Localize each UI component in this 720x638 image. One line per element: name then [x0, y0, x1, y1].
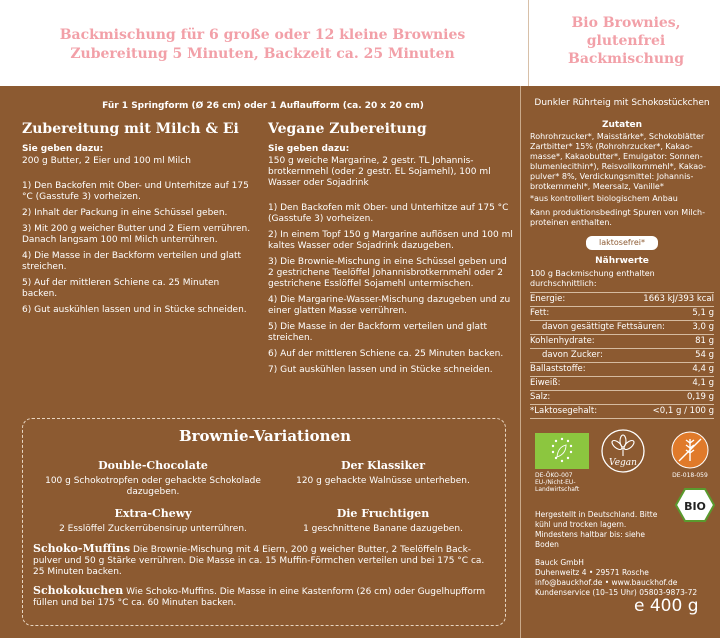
nutrition-label: Energie: — [530, 294, 566, 304]
ingredients-list: Rohrohrzucker*, Maisstärke*, Schokoblätter Zartbitter* 15% (Rohrohrzucker*, Kakaomasse*, Kakaobutter*, Emulgator: Sonnenblumenlecithin*), Reisvollkornmehl*, Kakaopulver* 8%, Verdickungsmittel: Johannisbrotkernmehl*, Meersalz, Vanille* — [530, 132, 706, 191]
bio-seal-icon — [675, 488, 715, 522]
nutrition-row — [530, 306, 714, 320]
nutrition-value: 0,19 g — [686, 392, 714, 402]
nutrition-value: 1663 kJ/393 kcal — [643, 294, 714, 304]
nutrition-value: 4,4 g — [692, 364, 714, 374]
variation-klassiker-text: 120 g gehackte Walnüsse unterheben. — [296, 476, 470, 486]
nutrition-row — [530, 348, 714, 362]
company-line: Duhenweitz 4 • 29571 Rosche — [535, 568, 649, 577]
eu-code-line: EU-/Nicht-EU- — [535, 479, 576, 486]
product-variant: Dunkler Rührteig mit Schokostückchen — [534, 98, 710, 108]
nutrition-value: <0,1 g / 100 g — [652, 406, 714, 416]
storage-note: Hergestellt in Deutschland. Bitte kühl und trocken lagern. Mindestens haltbar bis: siehe Boden — [535, 510, 658, 549]
variation-double-chocolate-text: 100 g Schokotropfen oder gehackte Schokolade dazugeben. — [45, 476, 261, 497]
nutrition-row — [530, 320, 714, 334]
variation-muffins — [33, 543, 495, 578]
vegan-step: 6) Auf der mittleren Schiene ca. 25 Minuten backen. — [268, 349, 504, 359]
milk-add-label: Sie geben dazu: — [22, 144, 104, 154]
milk-egg-title: Zubereitung mit Milch & Ei — [22, 121, 239, 137]
product-title — [532, 14, 720, 68]
vegan-section — [268, 120, 513, 381]
nutrition-value: 5,1 g — [692, 308, 714, 318]
vegan-add-label: Sie geben dazu: — [268, 144, 350, 154]
allergen-traces: Kann produktionsbedingt Spuren von Milchproteinen enthalten. — [530, 208, 706, 227]
vegan-ingredients: 150 g weiche Margarine, 2 gestr. TL Johannisbrotkernmehl (oder 2 gestr. EL Sojamehl), 100 ml Wasser oder Sojadrink — [268, 156, 491, 188]
vegan-label: Vegan — [609, 458, 637, 468]
variation-muffins-title: Schoko-Muffins — [33, 542, 131, 555]
milk-step: 2) Inhalt der Packung in eine Schüssel geben. — [22, 208, 228, 218]
eu-code-line: DE-ÖKO-007 — [535, 472, 573, 479]
nutrition-row — [530, 292, 714, 306]
vegan-step: 3) Die Brownie-Mischung in eine Schüssel geben und 2 gestrichene Teelöffel Johannisbrotkernmehl oder 2 gestrichene Esslöffel Sojamehl untermischen. — [268, 257, 507, 289]
header-time: Zubereitung 5 Minuten, Backzeit ca. 25 Minuten — [70, 46, 455, 62]
nutrition-intro: 100 g Backmischung enthalten durchschnittlich: — [530, 269, 655, 288]
variation-kuchen-title: Schokokuchen — [33, 584, 124, 597]
nutrition-value: 54 g — [695, 350, 714, 360]
product-title-line3: Backmischung — [568, 51, 684, 67]
variations-title: Brownie-Variationen — [178, 427, 352, 445]
eu-organic-leaf-icon — [535, 433, 589, 469]
nutrition-row — [530, 362, 714, 376]
vegan-step: 5) Die Masse in der Backform verteilen und glatt streichen. — [268, 322, 488, 343]
nutrition-row — [530, 404, 714, 419]
milk-egg-section — [22, 120, 257, 321]
nutrition-value: 4,1 g — [692, 378, 714, 388]
header-band — [0, 0, 720, 86]
nutrition-label: Eiweiß: — [530, 378, 561, 388]
nutrition-row — [530, 390, 714, 404]
body-divider — [520, 86, 521, 638]
eu-organic-code — [535, 472, 595, 493]
variation-kuchen-text: Wie Schoko-Muffins. Die Masse in eine Kastenform (26 cm) oder Gugelhupfform füllen und bei 175 °C ca. 60 Minuten backen. — [33, 587, 486, 608]
variation-fruchtigen-title: Die Fruchtigen — [336, 507, 430, 520]
milk-step: 4) Die Masse in der Backform verteilen und glatt streichen. — [22, 251, 242, 272]
nutrition-label: davon Zucker: — [542, 350, 603, 360]
nutrition-value: 81 g — [695, 336, 714, 346]
nutrition-label: Ballaststoffe: — [530, 364, 586, 374]
nutrition-label: Salz: — [530, 392, 551, 402]
lactose-free-badge: laktosefrei* — [586, 236, 658, 250]
product-info-column — [530, 98, 714, 419]
gluten-free-icon — [670, 430, 710, 470]
nutrition-value: 3,0 g — [692, 322, 714, 332]
product-title-line1: Bio Brownies, — [571, 15, 681, 31]
baking-form-note: Für 1 Springform (Ø 26 cm) oder 1 Auflaufform (ca. 20 x 20 cm) — [102, 101, 424, 111]
nutrition-label: Fett: — [530, 308, 550, 318]
eu-code-line: Landwirtschaft — [535, 486, 580, 493]
vegan-step: 2) In einem Topf 150 g Margarine auflösen und 100 ml kaltes Wasser oder Sojadrink dazugeben. — [268, 230, 513, 251]
company-line: Kundenservice (10–15 Uhr) 05803-9873-72 — [535, 588, 698, 597]
company-line: info@bauckhof.de • www.bauckhof.de — [535, 578, 678, 587]
milk-steps — [22, 181, 257, 316]
nutrition-row — [530, 334, 714, 348]
vegan-step: 4) Die Margarine-Wasser-Mischung dazugeben und zu einer glatten Masse verrühren. — [268, 295, 511, 316]
milk-step: 3) Mit 200 g weicher Butter und 2 Eiern verrühren. Danach langsam 100 ml Milch unterrühren. — [22, 224, 251, 245]
variation-kuchen — [33, 585, 495, 609]
vegan-flower-icon — [600, 428, 646, 474]
bio-seal-text: BIO — [684, 500, 706, 513]
milk-step: 5) Auf der mittleren Schiene ca. 25 Minuten backen. — [22, 278, 220, 299]
milk-ingredients: 200 g Butter, 2 Eier und 100 ml Milch — [22, 156, 191, 166]
variation-muffins-text: Die Brownie-Mischung mit 4 Eiern, 200 g weicher Butter, 2 Teelöffeln Backpulver und 50 g Stärke verrühren. Die Masse in ca. 15 Muffin-Förmchen verteilen und bei 175 °C ca. 25 Minuten backen. — [33, 545, 485, 577]
nutrition-row — [530, 376, 714, 390]
company-address — [535, 558, 715, 598]
variation-double-chocolate-title: Double-Chocolate — [98, 459, 208, 472]
organic-note: *aus kontrolliert biologischem Anbau — [530, 194, 678, 203]
nutrition-label: davon gesättigte Fettsäuren: — [542, 322, 666, 332]
ingredients-title: Zutaten — [601, 120, 643, 130]
company-line: Bauck GmbH — [535, 558, 584, 567]
gluten-free-code: DE-018-059 — [672, 472, 708, 479]
product-title-line2: glutenfrei — [586, 33, 666, 49]
vegan-title: Vegane Zubereitung — [268, 121, 427, 137]
variation-extra-chewy-text: 2 Esslöffel Zuckerrübensirup unterrühren. — [59, 524, 247, 534]
vegan-step: 1) Den Backofen mit Ober- und Unterhitze auf 175 °C (Gasstufe 3) vorheizen. — [268, 203, 509, 224]
vegan-steps — [268, 203, 513, 376]
milk-step: 1) Den Backofen mit Ober- und Unterhitze auf 175 °C (Gasstufe 3) vorheizen. — [22, 181, 249, 202]
variation-klassiker-title: Der Klassiker — [340, 459, 425, 472]
brownie-variations-box — [22, 418, 506, 626]
variation-fruchtigen-text: 1 geschnittene Banane dazugeben. — [303, 524, 463, 534]
nutrition-table — [530, 292, 714, 419]
milk-step: 6) Gut auskühlen lassen und in Stücke schneiden. — [22, 305, 247, 315]
variation-extra-chewy-title: Extra-Chewy — [114, 507, 192, 520]
net-weight: e 400 g — [634, 596, 699, 616]
nutrition-title: Nährwerte — [595, 256, 649, 266]
header-servings: Backmischung für 6 große oder 12 kleine Brownies — [59, 27, 466, 43]
header-divider — [528, 0, 529, 86]
nutrition-label: *Laktosegehalt: — [530, 406, 598, 416]
nutrition-label: Kohlenhydrate: — [530, 336, 595, 346]
vegan-step: 7) Gut auskühlen lassen und in Stücke schneiden. — [268, 365, 493, 375]
